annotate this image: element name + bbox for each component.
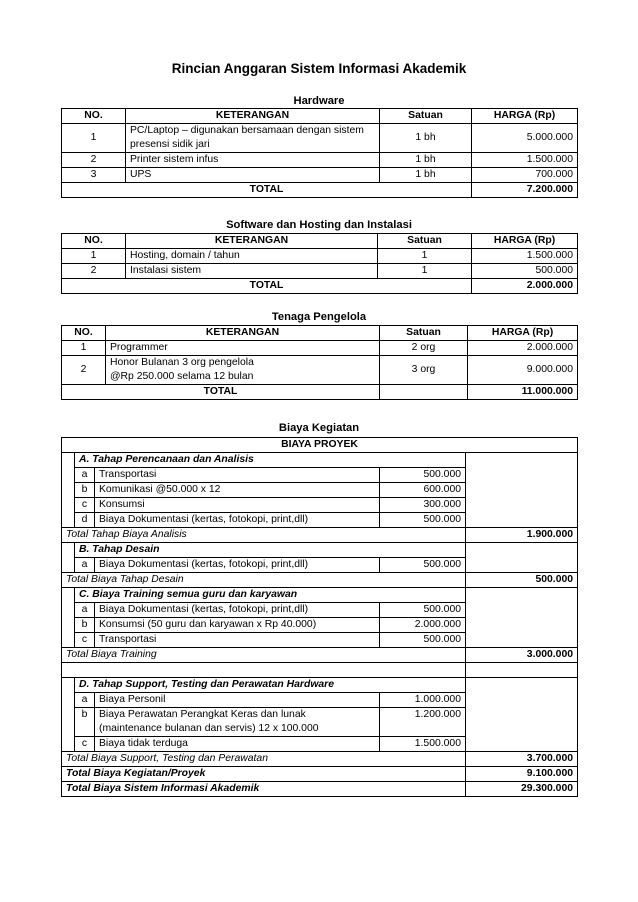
table-row bbox=[62, 264, 578, 279]
section-a-title-row bbox=[62, 453, 578, 468]
ket-line: Honor Bulanan 3 org pengelola bbox=[110, 357, 254, 368]
total-label: TOTAL bbox=[62, 385, 380, 400]
row-harga: 2.000.000 bbox=[468, 341, 578, 356]
item-key: b bbox=[75, 483, 95, 498]
row-no: 2 bbox=[62, 153, 126, 168]
total-row bbox=[62, 183, 578, 198]
row-keterangan: Programmer bbox=[106, 341, 380, 356]
item-desc: Biaya Dokumentasi (kertas, fotokopi, print,dll) bbox=[95, 558, 380, 573]
indent-cell bbox=[62, 543, 75, 558]
indent-cell bbox=[62, 678, 75, 693]
table-row bbox=[62, 124, 578, 153]
item-key: a bbox=[75, 693, 95, 708]
subtotal-value: 3.000.000 bbox=[466, 648, 578, 663]
hardware-table bbox=[61, 108, 578, 198]
row-no: 2 bbox=[62, 356, 106, 385]
item-desc: Konsumsi bbox=[95, 498, 380, 513]
subtotal-value: 1.900.000 bbox=[466, 528, 578, 543]
total-kegiatan-row bbox=[62, 767, 578, 782]
indent-cell bbox=[62, 693, 75, 708]
blank-cell bbox=[466, 453, 578, 528]
item-value: 600.000 bbox=[380, 483, 466, 498]
section-b-title: B. Tahap Desain bbox=[75, 543, 466, 558]
blank-cell bbox=[466, 678, 578, 752]
col-satuan: Satuan bbox=[380, 109, 472, 124]
total-sistem-label: Total Biaya Sistem Informasi Akademik bbox=[62, 782, 466, 797]
item-desc bbox=[95, 708, 380, 737]
table-row bbox=[62, 153, 578, 168]
hardware-title: Hardware bbox=[293, 95, 345, 107]
row-no: 1 bbox=[62, 341, 106, 356]
item-key: c bbox=[75, 633, 95, 648]
item-desc: Komunikasi @50.000 x 12 bbox=[95, 483, 380, 498]
row-harga: 9.000.000 bbox=[468, 356, 578, 385]
total-row bbox=[62, 385, 578, 400]
spacer-row bbox=[62, 663, 578, 678]
row-satuan: 1 bh bbox=[380, 153, 472, 168]
item-key: c bbox=[75, 498, 95, 513]
section-a-title: A. Tahap Perencanaan dan Analisis bbox=[75, 453, 466, 468]
item-desc: Biaya tidak terduga bbox=[95, 737, 380, 752]
item-desc: Konsumsi (50 guru dan karyawan x Rp 40.000) bbox=[95, 618, 380, 633]
indent-cell bbox=[62, 483, 75, 498]
row-keterangan bbox=[106, 356, 380, 385]
item-value: 500.000 bbox=[380, 513, 466, 528]
blank-cell bbox=[466, 543, 578, 573]
row-no: 2 bbox=[62, 264, 126, 279]
row-keterangan: Hosting, domain / tahun bbox=[126, 249, 378, 264]
row-satuan: 1 bbox=[378, 249, 472, 264]
item-value: 1.500.000 bbox=[380, 737, 466, 752]
item-desc: Biaya Dokumentasi (kertas, fotokopi, print,dll) bbox=[95, 513, 380, 528]
col-no: NO. bbox=[62, 326, 106, 341]
item-desc: Biaya Personil bbox=[95, 693, 380, 708]
ket-line: presensi sidik jari bbox=[130, 139, 210, 150]
empty-cell bbox=[380, 385, 468, 400]
item-key: a bbox=[75, 603, 95, 618]
section-b-title-row bbox=[62, 543, 578, 558]
col-keterangan: KETERANGAN bbox=[126, 109, 380, 124]
row-keterangan: Printer sistem infus bbox=[126, 153, 380, 168]
indent-cell bbox=[62, 737, 75, 752]
row-harga: 500.000 bbox=[472, 264, 578, 279]
subtotal-label: Total Biaya Tahap Desain bbox=[62, 573, 466, 588]
indent-cell bbox=[62, 498, 75, 513]
total-label: TOTAL bbox=[62, 183, 472, 198]
row-harga: 1.500.000 bbox=[472, 153, 578, 168]
kegiatan-title: Biaya Kegiatan bbox=[278, 422, 360, 434]
tenaga-title: Tenaga Pengelola bbox=[271, 311, 367, 323]
col-no: NO. bbox=[62, 109, 126, 124]
indent-cell bbox=[62, 453, 75, 468]
subtotal-row bbox=[62, 648, 578, 663]
empty-cell bbox=[62, 663, 466, 678]
row-no: 1 bbox=[62, 124, 126, 153]
item-value: 500.000 bbox=[380, 603, 466, 618]
section-c-title-row bbox=[62, 588, 578, 603]
desc-line: Biaya Perawatan Perangkat Keras dan lunak bbox=[99, 709, 306, 720]
desc-line: (maintenance bulanan dan servis) 12 x 100.000 bbox=[99, 723, 319, 734]
table-row bbox=[62, 168, 578, 183]
item-key: a bbox=[75, 558, 95, 573]
item-value: 500.000 bbox=[380, 468, 466, 483]
row-satuan: 1 bbox=[378, 264, 472, 279]
indent-cell bbox=[62, 513, 75, 528]
total-row bbox=[62, 279, 578, 294]
indent-cell bbox=[62, 588, 75, 603]
item-desc: Transportasi bbox=[95, 633, 380, 648]
indent-cell bbox=[62, 633, 75, 648]
total-sistem-value: 29.300.000 bbox=[466, 782, 578, 797]
subtotal-label: Total Tahap Biaya Analisis bbox=[62, 528, 466, 543]
row-harga: 700.000 bbox=[472, 168, 578, 183]
total-value: 11.000.000 bbox=[468, 385, 578, 400]
item-desc: Biaya Dokumentasi (kertas, fotokopi, print,dll) bbox=[95, 603, 380, 618]
subtotal-label: Total Biaya Training bbox=[62, 648, 466, 663]
item-value: 300.000 bbox=[380, 498, 466, 513]
row-harga: 1.500.000 bbox=[472, 249, 578, 264]
item-desc: Transportasi bbox=[95, 468, 380, 483]
item-key: a bbox=[75, 468, 95, 483]
row-keterangan: Instalasi sistem bbox=[126, 264, 378, 279]
subtotal-row bbox=[62, 752, 578, 767]
section-c-title: C. Biaya Training semua guru dan karyawan bbox=[75, 588, 466, 603]
indent-cell bbox=[62, 708, 75, 737]
item-value: 500.000 bbox=[380, 558, 466, 573]
subtotal-row bbox=[62, 573, 578, 588]
total-value: 2.000.000 bbox=[472, 279, 578, 294]
col-satuan: Satuan bbox=[380, 326, 468, 341]
total-value: 7.200.000 bbox=[472, 183, 578, 198]
item-value: 1.200.000 bbox=[380, 708, 466, 737]
subtotal-value: 500.000 bbox=[466, 573, 578, 588]
subtotal-row bbox=[62, 528, 578, 543]
table-row bbox=[62, 356, 578, 385]
item-key: b bbox=[75, 618, 95, 633]
tenaga-table bbox=[61, 325, 578, 400]
row-satuan: 2 org bbox=[380, 341, 468, 356]
table-row bbox=[62, 249, 578, 264]
row-satuan: 1 bh bbox=[380, 124, 472, 153]
item-value: 2.000.000 bbox=[380, 618, 466, 633]
col-keterangan: KETERANGAN bbox=[126, 234, 378, 249]
col-no: NO. bbox=[62, 234, 126, 249]
total-label: TOTAL bbox=[62, 279, 472, 294]
software-table bbox=[61, 233, 578, 294]
row-keterangan bbox=[126, 124, 380, 153]
subtotal-value: 3.700.000 bbox=[466, 752, 578, 767]
item-value: 1.000.000 bbox=[380, 693, 466, 708]
subtotal-label: Total Biaya Support, Testing dan Perawatan bbox=[62, 752, 466, 767]
ket-line: PC/Laptop – digunakan bersamaan dengan sistem bbox=[130, 125, 364, 136]
section-d-title-row bbox=[62, 678, 578, 693]
kegiatan-table bbox=[61, 437, 578, 797]
indent-cell bbox=[62, 558, 75, 573]
col-harga: HARGA (Rp) bbox=[472, 109, 578, 124]
row-satuan: 3 org bbox=[380, 356, 468, 385]
row-keterangan: UPS bbox=[126, 168, 380, 183]
section-d-title: D. Tahap Support, Testing dan Perawatan Hardware bbox=[75, 678, 466, 693]
row-satuan: 1 bh bbox=[380, 168, 472, 183]
item-key: d bbox=[75, 513, 95, 528]
blank-cell bbox=[466, 588, 578, 648]
item-key: b bbox=[75, 708, 95, 737]
row-harga: 5.000.000 bbox=[472, 124, 578, 153]
indent-cell bbox=[62, 618, 75, 633]
row-no: 1 bbox=[62, 249, 126, 264]
col-keterangan: KETERANGAN bbox=[106, 326, 380, 341]
table-row bbox=[62, 341, 578, 356]
biaya-proyek-header: BIAYA PROYEK bbox=[62, 438, 578, 453]
col-harga: HARGA (Rp) bbox=[468, 326, 578, 341]
indent-cell bbox=[62, 468, 75, 483]
document-title: Rincian Anggaran Sistem Informasi Akademik bbox=[171, 61, 467, 76]
software-title: Software dan Hosting dan Instalasi bbox=[226, 219, 412, 231]
col-harga: HARGA (Rp) bbox=[472, 234, 578, 249]
item-value: 500.000 bbox=[380, 633, 466, 648]
total-kegiatan-label: Total Biaya Kegiatan/Proyek bbox=[62, 767, 466, 782]
col-satuan: Satuan bbox=[378, 234, 472, 249]
empty-cell bbox=[466, 663, 578, 678]
total-kegiatan-value: 9.100.000 bbox=[466, 767, 578, 782]
ket-line: @Rp 250.000 selama 12 bulan bbox=[110, 371, 254, 382]
total-sistem-row bbox=[62, 782, 578, 797]
row-no: 3 bbox=[62, 168, 126, 183]
indent-cell bbox=[62, 603, 75, 618]
item-key: c bbox=[75, 737, 95, 752]
